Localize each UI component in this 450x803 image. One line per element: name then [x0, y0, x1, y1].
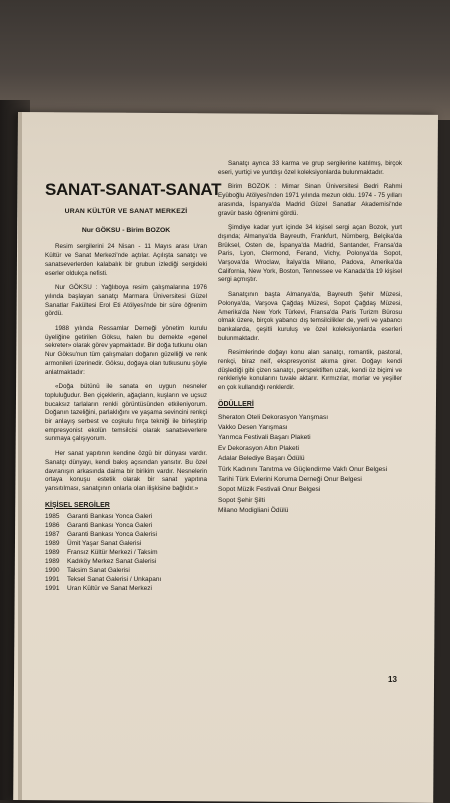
page-number: 13: [388, 675, 397, 684]
article-byline: Nur GÖKSU - Birim BOZOK: [81, 226, 171, 234]
paragraph: Şimdiye kadar yurt içinde 34 kişisel sergi açan Bozok, yurt dışında; Almanya'da Bayreuth, Frankfurt, Nürnberg, Belçika'da Brüksel, Osten de, İspanya'da Madrid, Santander, Fransa'da Paris, Lyon, Clermond, Ferand, Vichy, Polonya'da Sopot, Varşova'da Wroclaw, İtalya'da Milano, Padova, Amerika'da California, New York, Boston, Tennessee ve Kanada'da 19 kişisel sergi açmıştır.: [218, 224, 402, 284]
list-item: Ev Dekorasyon Altın Plaketi: [218, 444, 299, 452]
awards-heading: ÖDÜLLERİ: [218, 400, 254, 408]
solo-exhibitions-list: [45, 513, 207, 593]
article-subtitle: URAN KÜLTÜR VE SANAT MERKEZİ: [64, 208, 188, 215]
list-item: 1990 Taksim Sanat Galerisi: [45, 566, 130, 574]
right-column: [218, 160, 402, 517]
solo-exhibitions-heading: KİŞİSEL SERGİLER: [45, 501, 110, 509]
list-item: 1986 Garanti Bankası Yonca Galeri: [45, 522, 153, 530]
article-title: SANAT-SANAT-SANAT: [45, 180, 222, 199]
list-item: Sheraton Oteli Dekorasyon Yarışması: [218, 413, 329, 421]
list-item: 1985 Garanti Bankası Yonca Galeri: [45, 513, 153, 521]
paragraph: Resim sergilerini 24 Nisan - 11 Mayıs arası Uran Kültür ve Sanat Merkezi'nde açtılar. Açılışta sanatçı ve sanatseverlerden kalabalık bir grubun izlediği sergideki eserler oldukça nefisti.: [45, 243, 207, 277]
list-item: 1987 Garanti Bankası Yonca Galerisi: [45, 531, 157, 539]
paragraph: Nur GÖKSU : Yağlıboya resim çalışmalarına 1976 yılında başlayan sanatçı Marmara Üniversitesi Güzel Sanatlar Fakültesi Erol Eti Atölyesi'nde bir süre öğrenim gördü.: [45, 284, 207, 318]
page-edge: [18, 112, 22, 800]
list-item: Vakko Desen Yarışması: [218, 423, 288, 431]
list-item: Sopot Şehir Şilti: [218, 496, 265, 504]
list-item: Sopot Müzik Festivali Onur Belgesi: [218, 486, 321, 494]
list-item: Tarihi Türk Evlerini Koruma Derneği Onur Belgesi: [218, 476, 362, 484]
paragraph: «Doğa bütünü ile sanata en uygun nesneler topluluğudur. Ben çiçeklerin, ağaçların, kuşların ve uçsuz bucaksız tarlaların renkli görüntüsünden etkileniyorum. Doğanın tazeliğini, parlaklığını ve yaşama sevincini renkçi bir anlayış serbest ve coşkulu fırça tekniği ile birleştirip empresyonist ekolün temsilcisi olarak sanatseverlere sunmaya çalışıyorum.: [45, 383, 207, 443]
paragraph: Resimlerinde doğayı konu alan sanatçı, romantik, pastoral, renkçi, biraz neif, ekspresyonist akıma girer. Doğayı kendi düşlediği gibi çizen sanatçı, perspektiften uzak, kendi öz biçimi ve renkleriyle konularını tuvale aktarır. Kırmızılar, morlar ve yeşiller en çok kullandığı renklerdir.: [218, 349, 402, 392]
list-item: 1989 Fransız Kültür Merkezi / Taksim: [45, 549, 158, 557]
list-item: 1989 Kadıköy Merkez Sanat Galerisi: [45, 557, 157, 565]
left-column: [45, 180, 222, 594]
paragraph: Her sanat yapıtının kendine özgü bir dünyası vardır. Sanatçı dünyayı, kendi bakış açısından yansıtır. Bu özel davranışın arkasında daima bir birikim vardır. Nesnelerin ortaya konuşu estetik olarak bir sanat yapıtına yansıtılması, sanatçının onlarla olan ilişkisine bağlıdır.»: [45, 450, 207, 492]
list-item: 1989 Ümit Yaşar Sanat Galerisi: [45, 540, 142, 548]
paragraph: 1988 yılında Ressamlar Derneği yönetim kurulu üyeliğine getirilen Göksu, halen bu dernekte «genel sekreter» olarak görev yapmaktadır. Bir doğa tutkunu olan Nur Göksu'nun tüm çalışmaları doğanın güzelliği ve renk armonileri üzerinedir. Göksu, doğaya olan tutkusunu şöyle anlatmaktadır:: [45, 325, 207, 376]
paragraph: Sanatçının başta Almanya'da, Bayreuth Şehir Müzesi, Polonya'da, Varşova Çağdaş Müzesi, Sopot Çağdaş Müzesi, Amerika'da New York Türkevi, Fransa'da Paris Turizm Bürosu olmak üzere, birçok yabancı dış temsilcilikler de, yerli ve yabancı bankalarda, çeşitli kuruluş ve özel koleksiyonlarda eserleri bulunmaktadır.: [218, 291, 402, 342]
list-item: Milano Modigliani Ödülü: [218, 507, 289, 515]
paragraph: Birim BOZOK : Mimar Sinan Üniversitesi Bedri Rahmi Eyüboğlu Atölyesi'nden 1971 yılında mezun oldu. 1974 - 75 yılları arasında, İspanya'da Madrid Güzel Sanatlar Akademisi'nde gravür baskı öğrenimi gördü.: [218, 183, 402, 217]
list-item: 1991 Teksel Sanat Galerisi / Unkapanı: [45, 575, 162, 583]
list-item: Türk Kadınını Tanıtma ve Güçlendirme Vakfı Onur Belgesi: [218, 465, 388, 473]
background-surface: [0, 0, 450, 120]
paragraph: Sanatçı ayrıca 33 karma ve grup sergilerine katılmış, birçok eseri, yurtiçi ve yurtdışı özel koleksiyonlarda bulunmaktadır.: [218, 160, 402, 176]
list-item: Adalar Belediye Başarı Ödülü: [218, 455, 305, 463]
list-item: Yarımca Festivali Başarı Plaketi: [218, 434, 311, 442]
list-item: 1991 Uran Kültür ve Sanat Merkezi: [45, 584, 152, 592]
awards-list: [218, 413, 402, 517]
